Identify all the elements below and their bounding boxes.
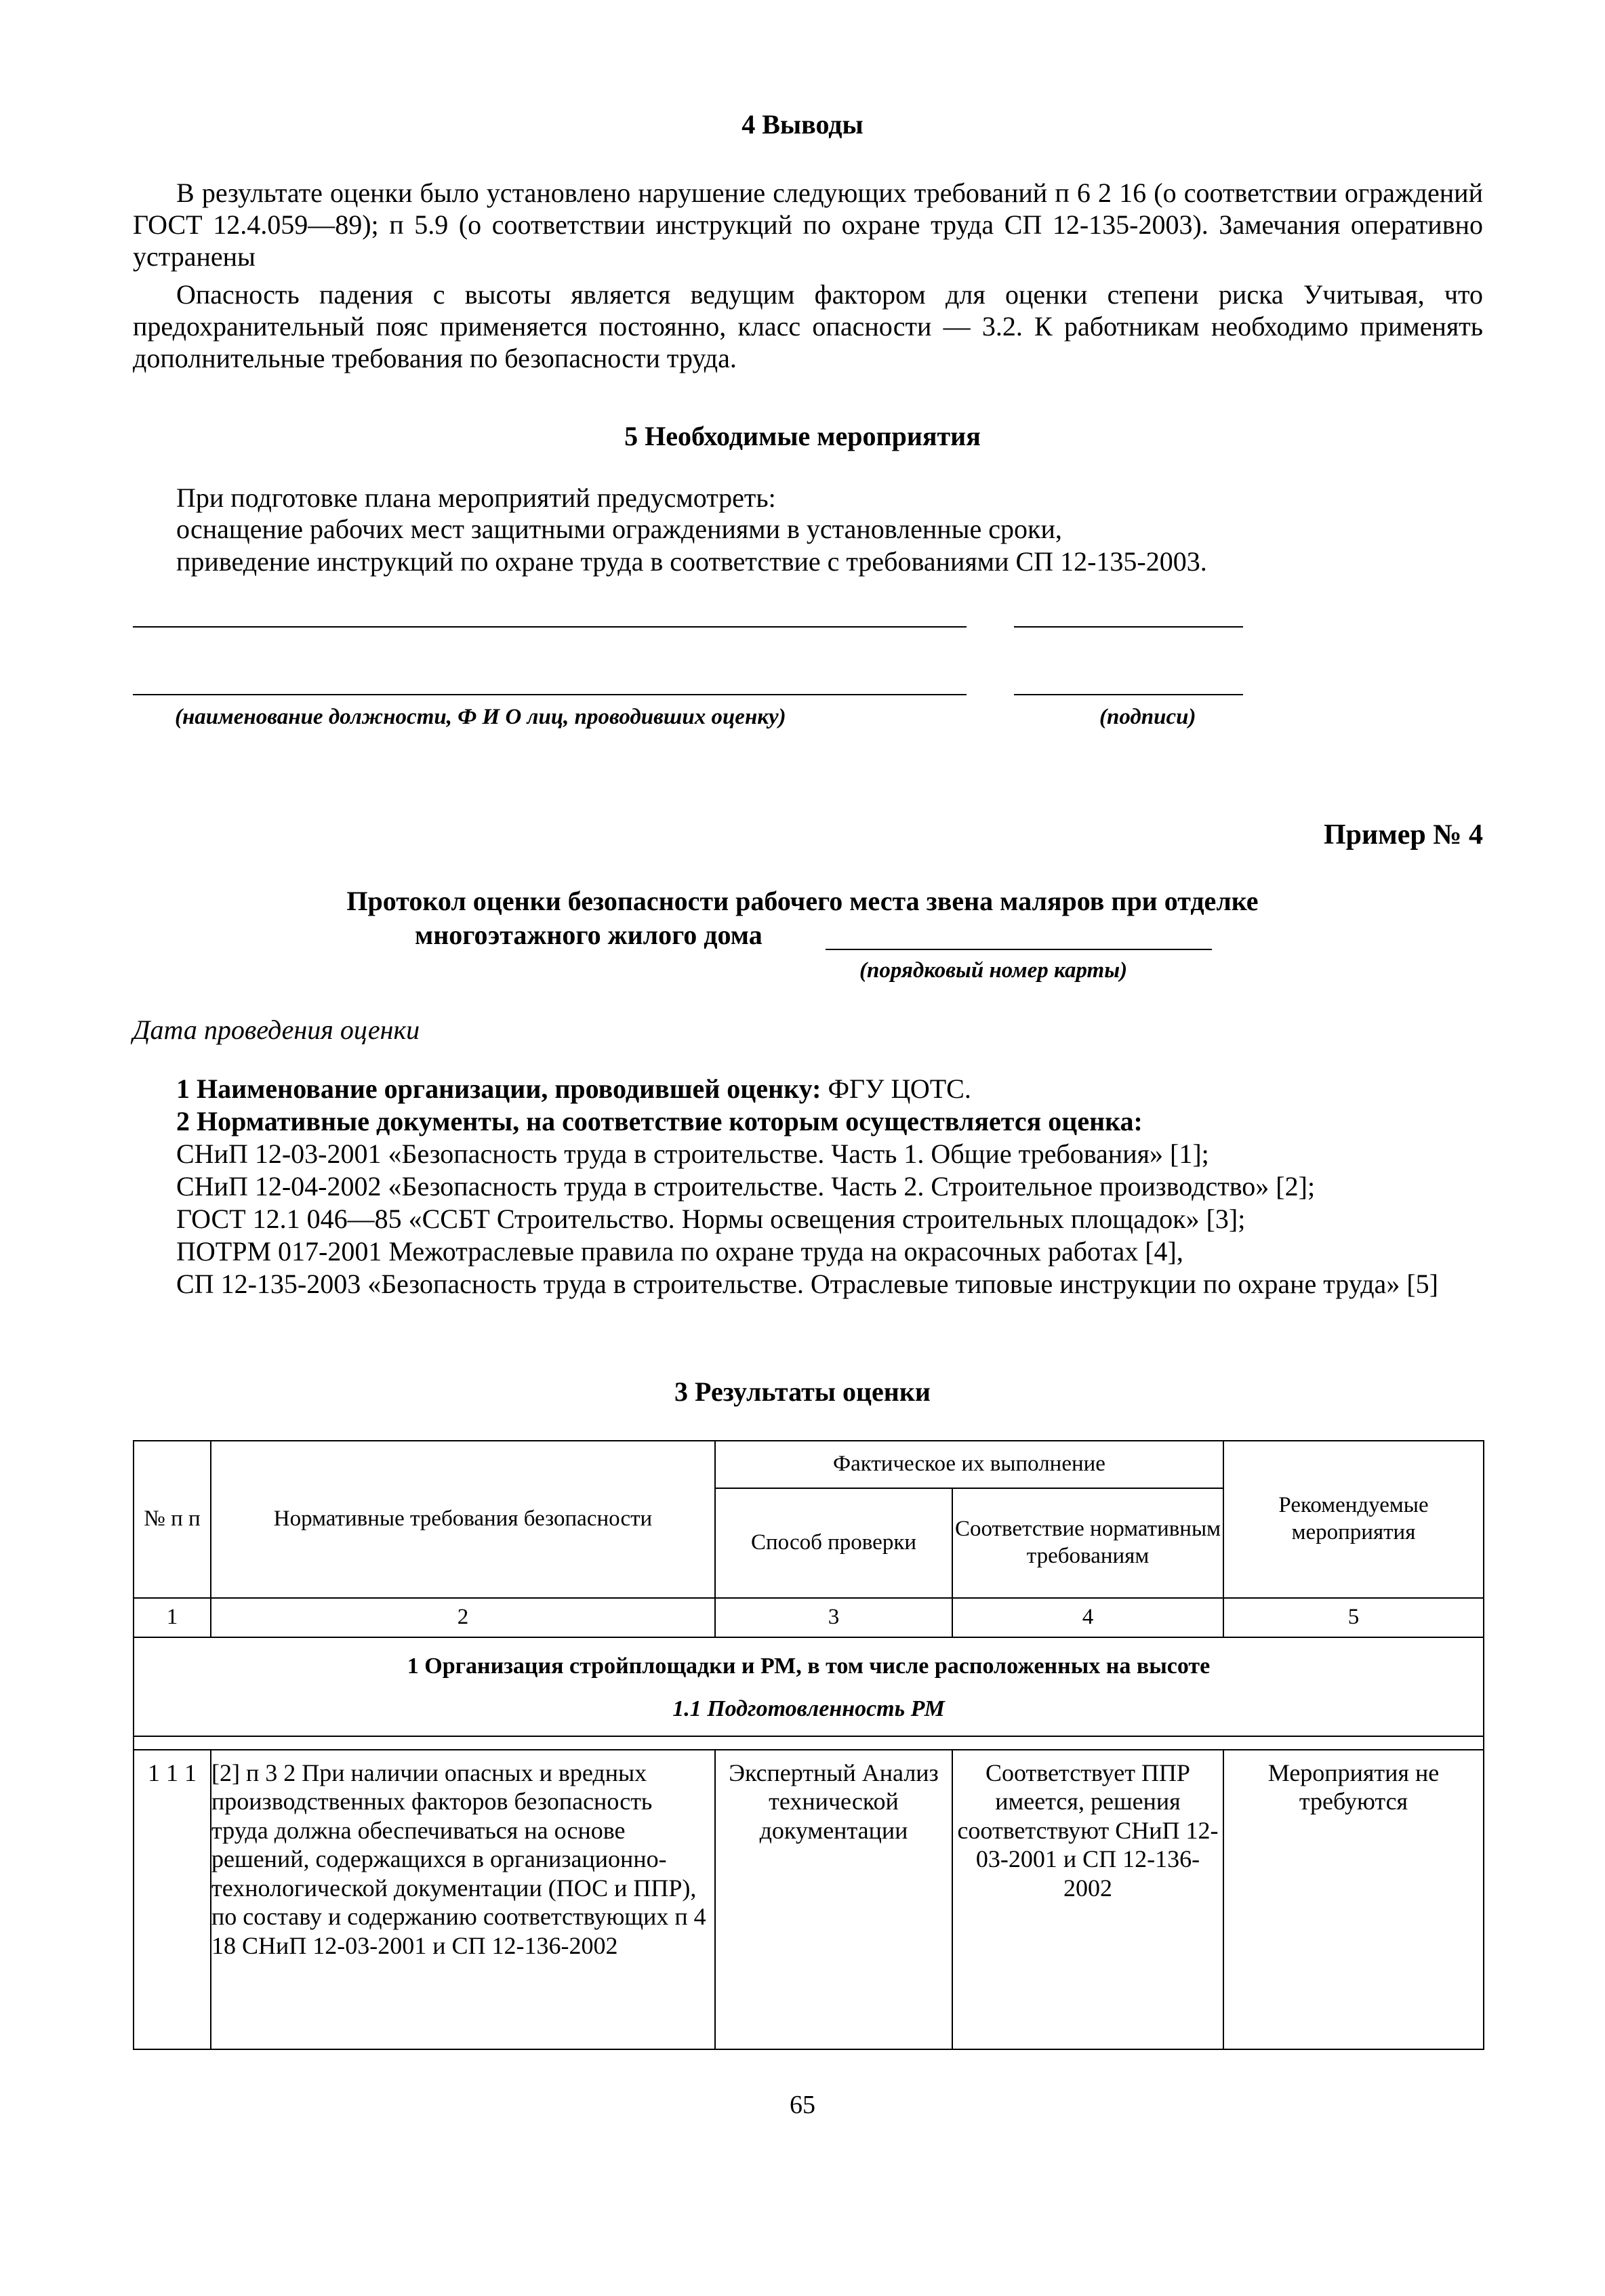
- header-requirements: Нормативные требования безопасности: [211, 1441, 715, 1598]
- section-4-paragraph-1: В результате оценки было установлено нарушение следующих требований п 6 2 16 (о соответствии ограждений ГОСТ 12.4.059—89); п 5.9 (о соответствии инструкций по охране труда СП 12-135-2003). Замечания оперативно устранены: [133, 178, 1483, 272]
- normative-doc-4: ПОТРМ 017-2001 Межотраслевые правила по охране труда на окрасочных работах [4],: [176, 1236, 1183, 1267]
- section-cell: [134, 1637, 1484, 1736]
- section-5-line-1: При подготовке плана мероприятий предусмотреть:: [176, 483, 776, 513]
- normative-doc-1: СНиП 12-03-2001 «Безопасность труда в строительстве. Часть 1. Общие требования» [1];: [176, 1139, 1209, 1169]
- header-actual-execution: Фактическое их выполнение: [715, 1441, 1223, 1488]
- table-row: [134, 1750, 1484, 2049]
- results-title: 3 Результаты оценки: [674, 1376, 931, 1407]
- normative-doc-3: ГОСТ 12.1 046—85 «ССБТ Строительство. Нормы освещения строительных площадок» [3];: [176, 1204, 1246, 1234]
- card-number-caption: (порядковый номер карты): [859, 958, 1128, 983]
- column-number-1: 1: [134, 1598, 211, 1637]
- row-requirement: [2] п 3 2 При наличии опасных и вредных производственных факторов безопасность труда должна обеспечиваться на основе решений, содержащихся в организационно-технологической документации (ПОС и ППР), по составу и содержанию соответствующих п 4 18 СНиП 12-03-2001 и СП 12-136-2002: [211, 1750, 715, 2049]
- column-number-2: 2: [211, 1598, 715, 1637]
- section-5-line-2: оснащение рабочих мест защитными ограждениями в установленные сроки,: [176, 514, 1062, 544]
- card-number-line: [826, 949, 1212, 950]
- row-number: 1 1 1: [134, 1750, 211, 2049]
- column-number-4: 4: [952, 1598, 1223, 1637]
- signature-caption-positions: (наименование должности, Ф И О лиц, проводивших оценку): [175, 705, 786, 729]
- norms-label: 2 Нормативные документы, на соответствие которым осуществляется оценка:: [176, 1106, 1143, 1136]
- section-4-paragraph-2: Опасность падения с высоты является ведущим фактором для оценки степени риска Учитывая, что предохранительный пояс применяется постоянно, класс опасности — 3.2. К работникам необходимо применять дополнительные требования по безопасности труда.: [133, 279, 1483, 373]
- column-number-row: [134, 1598, 1484, 1637]
- signature-line-name-1: [133, 626, 967, 628]
- header-check-method: Способ проверки: [715, 1488, 952, 1598]
- section-row: [134, 1637, 1484, 1736]
- normative-doc-2: СНиП 12-04-2002 «Безопасность труда в строительстве. Часть 2. Строительное производство» [2];: [176, 1171, 1316, 1202]
- column-number-3: 3: [715, 1598, 952, 1637]
- section-4-title: 4 Выводы: [741, 109, 864, 140]
- table-header-row-1: [134, 1441, 1484, 1488]
- header-recommended-measures: Рекомендуемые мероприятия: [1223, 1441, 1484, 1598]
- row-check-method: Экспертный Анализ технической документации: [715, 1750, 952, 2049]
- organization-line: [176, 1073, 971, 1105]
- organization-label: 1 Наименование организации, проводившей оценку:: [176, 1073, 821, 1104]
- spacer-cell: [134, 1736, 1484, 1750]
- signature-line-name-2: [133, 694, 967, 695]
- protocol-title-line-2: многоэтажного жилого дома: [415, 920, 763, 950]
- section-title: 1 Организация стройплощадки и РМ, в том числе расположенных на высоте: [407, 1654, 1211, 1679]
- header-number: № п п: [134, 1441, 211, 1598]
- assessment-date-label: Дата проведения оценки: [133, 1014, 420, 1045]
- page-number: 65: [790, 2091, 815, 2119]
- row-recommended: Мероприятия не требуются: [1223, 1750, 1484, 2049]
- organization-value: ФГУ ЦОТС.: [821, 1073, 971, 1104]
- header-compliance: Соответствие нормативным требованиям: [952, 1488, 1223, 1598]
- section-5-line-3: приведение инструкций по охране труда в соответствие с требованиями СП 12-135-2003.: [176, 546, 1207, 577]
- example-label: Пример № 4: [1323, 819, 1483, 850]
- row-compliance: Соответствует ППР имеется, решения соответствуют СНиП 12-03-2001 и СП 12-136-2002: [952, 1750, 1223, 2049]
- section-5-title: 5 Необходимые мероприятия: [624, 421, 981, 451]
- subsection-title: 1.1 Подготовленность РМ: [672, 1696, 945, 1721]
- normative-doc-5: СП 12-135-2003 «Безопасность труда в строительстве. Отраслевые типовые инструкции по охране труда» [5]: [176, 1269, 1438, 1299]
- protocol-title-line-1: Протокол оценки безопасности рабочего места звена маляров при отделке: [346, 886, 1259, 916]
- spacer-row: [134, 1736, 1484, 1750]
- signature-line-sign-2: [1014, 694, 1243, 695]
- signature-line-sign-1: [1014, 626, 1243, 628]
- column-number-5: 5: [1223, 1598, 1484, 1637]
- signature-caption-signatures: (подписи): [1099, 705, 1196, 729]
- results-table: [133, 1440, 1484, 2050]
